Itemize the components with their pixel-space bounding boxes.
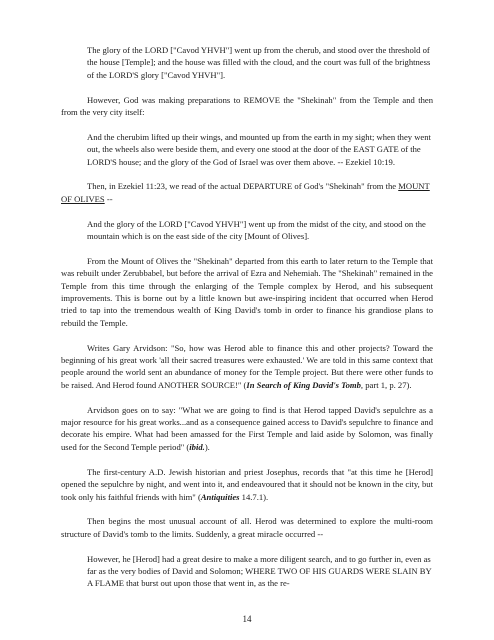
quote-paragraph: And the glory of the LORD ["Cavod YHVH"] went up from the midst of the city, and stood on the mountain which is on the east side of the city [Mount of Olives].	[87, 218, 426, 242]
body-paragraph: The first-century A.D. Jewish historian and priest Josephus, records that "at this time he [Herod] opened the sepulchre by night, and went into it, and endeavoured that it should not be known in the city, but took only his faithful friends with him" (Antiquities 14.7.1).	[61, 466, 433, 502]
underlined-text: MOUNT OF OLIVES	[61, 181, 430, 204]
body-paragraph: Then begins the most unusual account of all. Herod was determined to explore the multi-room structure of David's tomb to the limits. Suddenly, a great miracle occurred --	[61, 516, 433, 539]
quote-paragraph: The glory of the LORD ["Cavod YHVH"] went up from the cherub, and stood over the threshold of the house [Temple]; and the house was filled with the cloud, and the court was full of the brightness of the LORD'S glory ["Cavod YHVH"].	[87, 45, 431, 80]
body-text	[61, 44, 433, 602]
body-paragraph: Writes Gary Arvidson: "So, how was Herod able to finance this and other projects? Toward the beginning of his great work 'all their sacred treasures were exhausted.' We are told in this same context that people around the world sent an abundance of money for the Temple project. But there were other funds to be raised. And Herod found ANOTHER SOURCE!" (In Search of King David's Tomb, part 1, p. 27).	[61, 342, 433, 390]
quote-paragraph: And the cherubim lifted up their wings, and mounted up from the earth in my sight; when they went out, the wheels also were beside them, and every one stood at the door of the EAST GATE of the LORD'S house; and the glory of the God of Israel was over them above. -- Ezekiel 10:19.	[87, 131, 431, 167]
body-paragraph: From the Mount of Olives the "Shekinah" departed from this earth to later return to the Temple that was rebuilt under Zerubbabel, but before the arrival of Ezra and Nehemiah. The "Shekinah" remained in the Temple from this time through the enlarging of the Temple complex by Herod, and his subsequent improvements. This is borne out by a little known but awe-inspiring incident that occurred when Herod tried to tap into the tremendous wealth of King David's tomb in order to finance his grandiose plans to rebuild the Temple.	[61, 255, 433, 328]
page-number: 14	[242, 614, 252, 624]
body-paragraph: Arvidson goes on to say: "What we are going to find is that Herod tapped David's sepulchre as a major resource for his great works...and as a consequence gained access to David's sepulchre to finance and decorate his empire. What had been amassed for the First Temple and laid aside by Solomon, was finally used for the Second Temple period" (ibid.).	[61, 404, 433, 452]
book-title: In Search of King David's Tomb	[246, 379, 361, 390]
quote-paragraph: However, he [Herod] had a great desire to make a more diligent search, and to go further in, even as far as the very bodies of David and Solomon; WHERE TWO OF HIS GUARDS WERE SLAIN BY A FLAME that burst out upon those that went in, as the re-	[87, 553, 432, 589]
body-paragraph: However, God was making preparations to REMOVE the "Shekinah" from the Temple and then from the very city itself:	[61, 94, 433, 118]
body-paragraph: Then, in Ezekiel 11:23, we read of the actual DEPARTURE of God's "Shekinah" from the MOUNT OF OLIVES --	[61, 181, 430, 204]
citation-ibid: ibid.	[189, 441, 205, 452]
citation-antiquities: Antiquities	[200, 491, 240, 502]
